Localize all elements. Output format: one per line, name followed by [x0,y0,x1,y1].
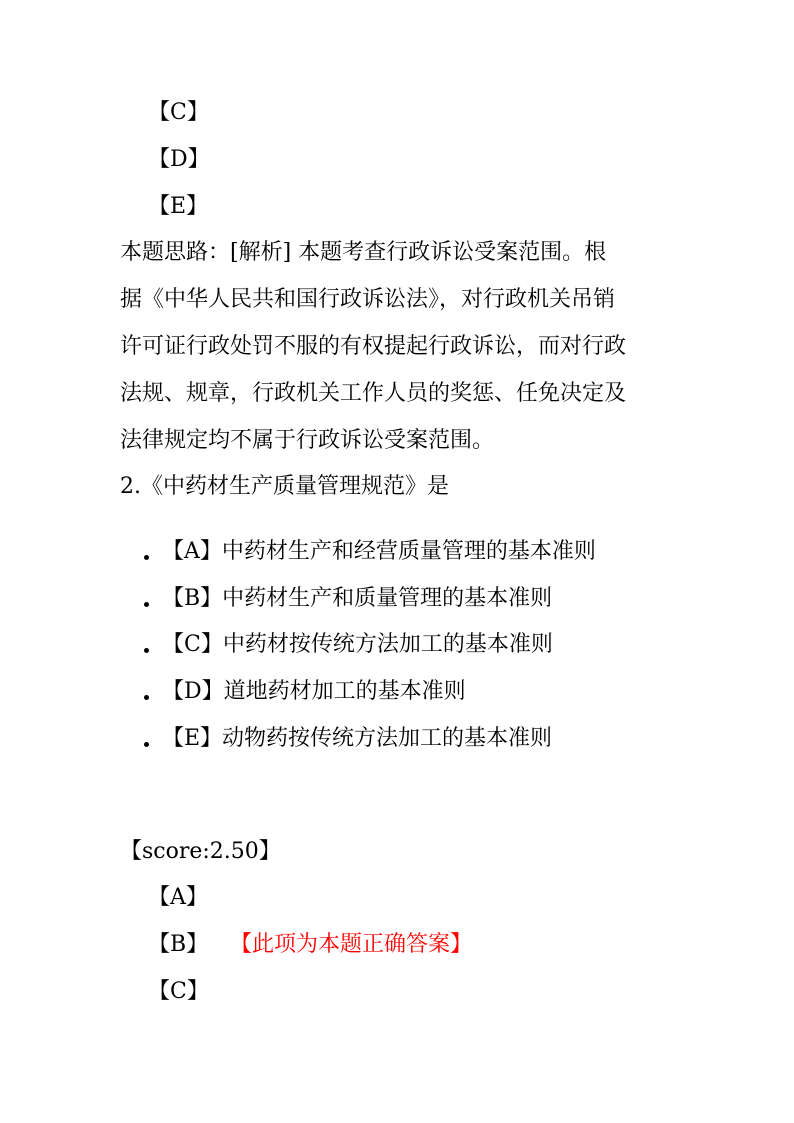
bullet-icon [144,602,149,607]
correct-answer-note: 【此项为本题正确答案】 [230,932,473,957]
bullet-icon [144,555,149,560]
bullet-icon [144,695,149,700]
bullet-icon [144,648,149,653]
explanation-line: 法律规定均不属于行政诉讼受案范围。 [120,428,495,453]
explanation-line: 法规、规章，行政机关工作人员的奖惩、任免决定及 [120,381,627,406]
explanation-line: 据《中华人民共和国行政诉讼法》，对行政机关吊销 [120,287,616,312]
score-label: 【score:2.50】 [120,839,281,864]
prev-option-d: 【D】 [148,147,210,172]
answer-c: 【C】 [148,979,209,1004]
option-label: 【A】中药材生产和经营质量管理的基本准则 [162,539,596,564]
option-label: 【D】道地药材加工的基本准则 [162,679,466,704]
prev-option-c: 【C】 [148,100,209,125]
option-label: 【B】中药材生产和质量管理的基本准则 [162,586,553,611]
prev-option-e: 【E】 [148,194,209,219]
option-label: 【C】中药材按传统方法加工的基本准则 [162,632,553,657]
explanation-line: 本题思路：[解析] 本题考查行政诉讼受案范围。根 [120,240,607,265]
option-label: 【E】动物药按传统方法加工的基本准则 [162,726,553,751]
answer-b: 【B】 [148,932,209,957]
answer-a: 【A】 [148,885,208,910]
question-text: 2.《中药材生产质量管理规范》是 [120,474,449,499]
bullet-icon [144,742,149,747]
explanation-line: 许可证行政处罚不服的有权提起行政诉讼，而对行政 [120,334,627,359]
